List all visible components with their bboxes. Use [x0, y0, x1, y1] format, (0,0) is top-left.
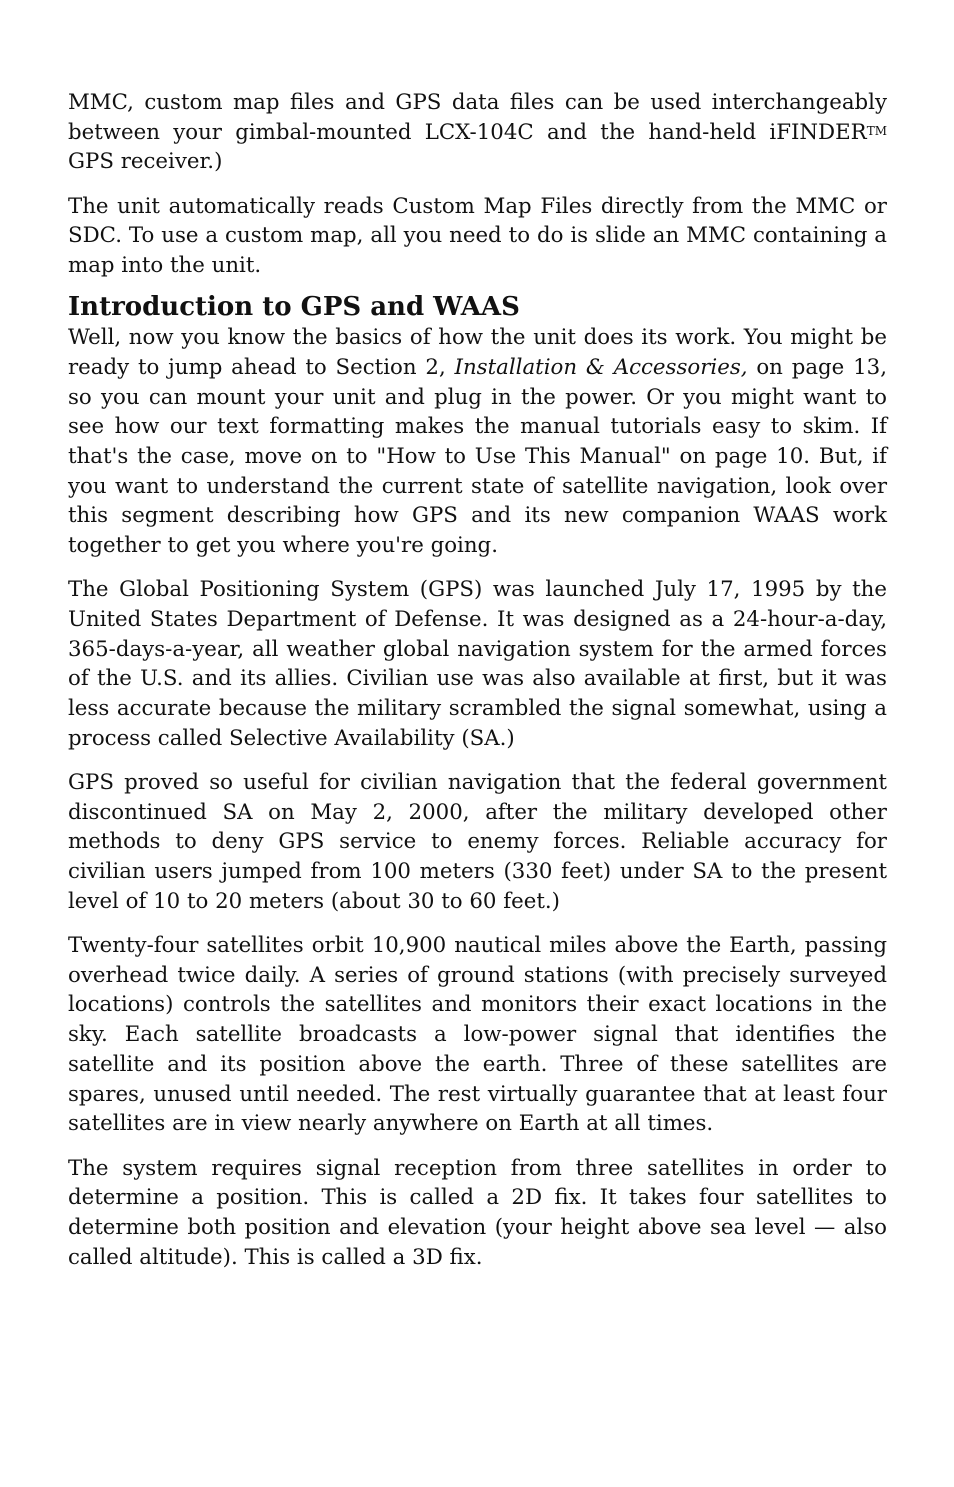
- paragraph-custom-map-files: The unit automatically reads Custom Map Files directly from the MMC or SDC. To use a custom map, all you need to do is slide an MMC containing a map into the unit.: [68, 193, 887, 279]
- section-reference: Installation & Accessories,: [454, 354, 748, 380]
- paragraph-satellites: Twenty-four satellites orbit 10,900 nautical miles above the Earth, passing overhead twice daily. A series of ground stations (with precisely surveyed locations) controls the satellites and monitors their exact locations in the sky. Each satellite broadcasts a low-power signal that identifies the satellite and its position above the earth. Three of these satellites are spares, unused until needed. The rest virtually guarantee that at least four satellites are in view nearly anywhere on Earth at all times.: [68, 933, 887, 1137]
- paragraph-fix-types: The system requires signal reception from three satellites in order to determine a position. This is called a 2D fix. It takes four satellites to determine both position and elevation (your height above sea level — also called altitude). This is called a 3D fix.: [68, 1155, 887, 1270]
- paragraph-basics: Well, now you know the basics of how the unit does its work. You might be ready to jump ahead to Section 2, Installation & Accessories, on page 13, so you can mount your unit and plug in the power. Or you might want to see how our text formatting makes the manual tutorials easy to skim. If that's the case, move on to "How to Use This Manual" on page 10. But, if you want to understand the current state of satellite navigation, look over this segment describing how GPS and its new companion WAAS work together to get you where you're going.: [68, 325, 887, 559]
- paragraph-sa-discontinued: GPS proved so useful for civilian navigation that the federal government discontinued SA on May 2, 2000, after the military developed other methods to deny GPS service to enemy forces. Reliable accuracy for civilian users jumped from 100 meters (330 feet) under SA to the present level of 10 to 20 meters (about 30 to 60 feet.): [68, 770, 887, 914]
- trademark-mark: TM: [866, 123, 887, 138]
- manual-page: [68, 88, 887, 1287]
- paragraph-gps-launch: The Global Positioning System (GPS) was launched July 17, 1995 by the United States Department of Defense. It was designed as a 24-hour-a-day, 365-days-a-year, all weather global navigation system for the armed forces of the U.S. and its allies. Civilian use was also available at first, but it was less accurate because the military scrambled the signal somewhat, using a process called Selective Availability (SA.): [68, 577, 887, 751]
- section-heading: Introduction to GPS and WAAS: [68, 292, 520, 323]
- paragraph-mmc-interchange: MMC, custom map files and GPS data files can be used interchangeably between your gimbal-mounted LCX-104C and the hand-held iFINDERTM GPS receiver.): [68, 90, 887, 175]
